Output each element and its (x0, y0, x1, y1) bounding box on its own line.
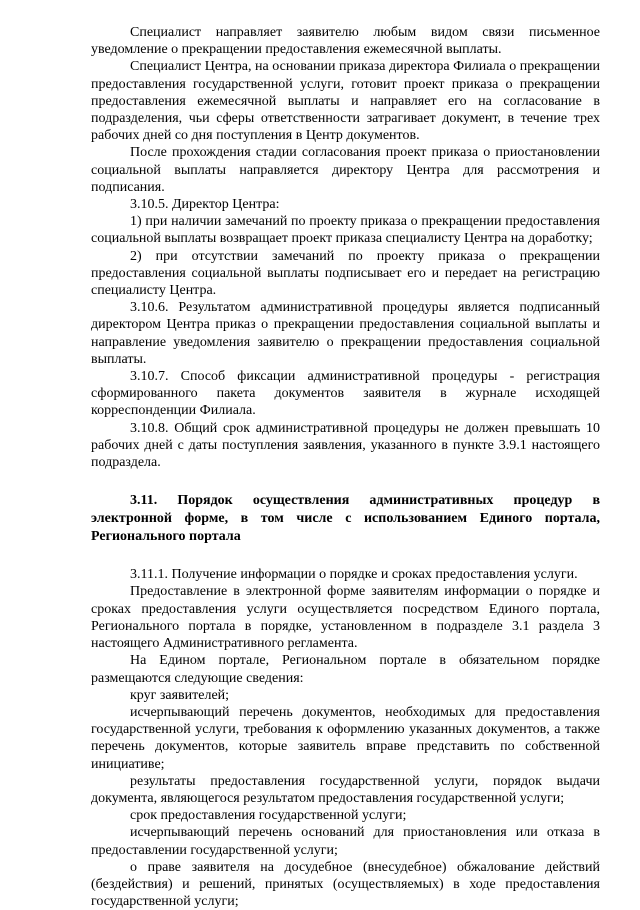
paragraph-3-10-5: 3.10.5. Директор Центра: (130, 197, 280, 213)
paragraph-electronic-info: Предоставление в электронной форме заявителям информации о порядке и сроках предоставления услуги осуществляется посредством Единого портала, Регионального портала в порядке, установленном в подразделе 3.1 раздела 3 настоящего Административного регламента. (91, 584, 600, 652)
list-item-results: результаты предоставления государственной услуги, порядок выдачи документа, являющегося результатом предоставления государственной услуги; (91, 773, 600, 806)
paragraph-3-11-1: 3.11.1. Получение информации о порядке и сроках предоставления услуги. (130, 567, 578, 583)
spacer (91, 471, 600, 492)
paragraph-notification: Специалист направляет заявителю любым видом связи письменное уведомление о прекращении предоставления ежемесячной выплаты. (91, 25, 600, 58)
paragraph-3-10-7: 3.10.7. Способ фиксации административной процедуры - регистрация сформированного пакета документов заявителя в журнале исходящей корреспонденции Филиала. (91, 369, 600, 419)
list-item-documents: исчерпывающий перечень документов, необходимых для предоставления государственной услуги, требования к оформлению указанных документов, а также перечень документов, которые заявитель вправе представить по собственной инициативе; (91, 704, 600, 772)
paragraph-item-2: 2) при отсутствии замечаний по проекту приказа о прекращении предоставления социальной выплаты подписывает его и передает на регистрацию специалисту Центра. (91, 248, 600, 299)
paragraph-portal-info: На Едином портале, Региональном портале в обязательном порядке размещаются следующие сведения: (91, 653, 600, 686)
list-item-applicants: круг заявителей; (130, 687, 230, 703)
paragraph-3-10-8: 3.10.8. Общий срок административной процедуры не должен превышать 10 рабочих дней с даты поступления заявления, указанного в пункте 3.9.1 настоящего подраздела. (91, 420, 600, 471)
list-item-term: срок предоставления государственной услуги; (130, 808, 407, 824)
paragraph-item-1: 1) при наличии замечаний по проекту приказа о прекращении предоставления социальной выплаты возвращает проект приказа специалисту Центра на доработку; (91, 214, 600, 247)
paragraph-draft-order: Специалист Центра, на основании приказа директора Филиала о прекращении предоставления государственной услуги, готовит проект приказа о прекращении предоставления ежемесячной выплаты и направляет его на согласование в подразделения, чьи сферы ответственности затрагивает документ, в течение трех рабочих дней со дня поступления в Центр документов. (91, 59, 600, 144)
list-item-grounds: исчерпывающий перечень оснований для приостановления или отказа в предоставлении государственной услуги; (91, 825, 600, 858)
paragraph-3-10-6: 3.10.6. Результатом административной процедуры является подписанный директором Центра приказ о прекращении предоставления социальной выплаты и направление уведомления заявителю о прекращении предоставления социальной выплаты. (91, 300, 600, 367)
list-item-appeal-right: о праве заявителя на досудебное (внесудебное) обжалование действий (бездействия) и решений, принятых (осуществляемых) в ходе предоставления государственной услуги; (91, 859, 600, 910)
spacer (91, 546, 600, 566)
section-heading: 3.11. Порядок осуществления административных процедур в электронной форме, в том числе с использованием Единого портала, Регионального портала (91, 493, 600, 545)
paragraph-approval-stage: После прохождения стадии согласования проект приказа о приостановлении социальной выплаты направляется директору Центра для рассмотрения и подписания. (91, 145, 600, 195)
